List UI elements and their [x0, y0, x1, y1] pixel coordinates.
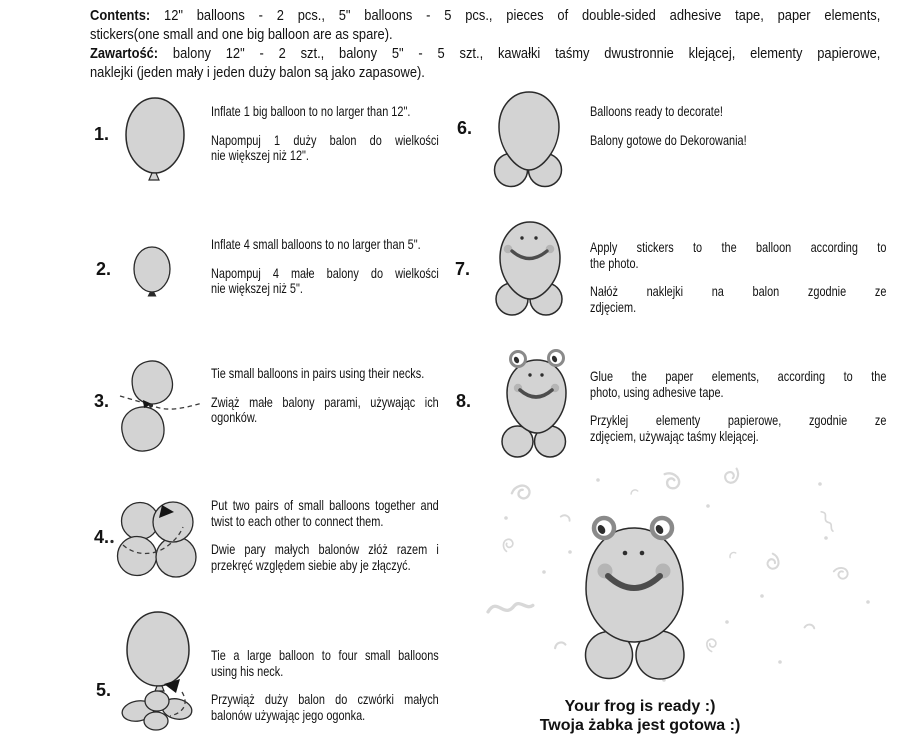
step-1-text	[211, 104, 439, 164]
frog-body	[586, 518, 685, 679]
step-8-number: 8.	[456, 391, 472, 411]
step-1-text-pl: Napompuj 1 duży balon do wielkości nie większej niż 12".	[211, 131, 439, 164]
big-balloon-icon	[123, 96, 187, 186]
step-8-text-pl: Przyklej elementy papierowe, zgodnie ze zdjęciem, używając taśmy klejącej.	[590, 412, 887, 444]
contents-label: Contents:	[90, 7, 151, 24]
step-2-text-en: Inflate 4 small balloons to no larger than 5".	[211, 236, 421, 252]
balloon-pair-tied-icon	[106, 358, 206, 454]
balloon-with-sticker-face-icon	[495, 220, 565, 317]
step-2-number: 2.	[96, 259, 112, 279]
four-balloon-cluster-icon	[110, 494, 202, 584]
big-balloon-tied-to-cluster-icon	[118, 610, 200, 734]
step-6-text	[590, 104, 886, 148]
contents-line-pl-2: naklejki (jeden mały i jeden duży balon są jako zapasowe).	[90, 64, 425, 81]
frog-right-eye	[652, 518, 672, 538]
completion-message	[485, 698, 795, 735]
step-6-text-pl: Balony gotowe do Dekorowania!	[590, 131, 747, 148]
step-2-text	[211, 237, 439, 297]
step-4-text-en: Put two pairs of small balloons together and twist to each other to connect them.	[211, 497, 439, 529]
step-4-text-pl: Dwie pary małych balonów złóż razem i przekręć względem siebie aby je złączyć.	[211, 541, 439, 573]
step-5-number: 5.	[96, 680, 112, 700]
balloon-frog-with-paper-eyes-icon	[500, 346, 568, 460]
step-8-text	[590, 369, 886, 444]
completion-message-pl: Twoja żabka jest gotowa :)	[539, 716, 741, 734]
step-4-number: 4.	[94, 527, 110, 547]
step-3-number: 3.	[94, 391, 110, 411]
contents-header	[90, 6, 880, 82]
step-3-text-en: Tie small balloons in pairs using their necks.	[211, 365, 425, 381]
step-4-text	[211, 498, 439, 573]
contents-line-pl-1: Zawartość: balony 12" - 2 szt., balony 5" - 5 szt., kawałki taśmy dwustronnie klejącej, elementy papierowe,	[90, 45, 881, 62]
step-5-text	[211, 648, 439, 723]
step-6-text-en: Balloons ready to decorate!	[590, 103, 723, 119]
step-3-text	[211, 366, 439, 426]
completion-message-en: Your frog is ready :)	[564, 698, 716, 715]
contents-line-en-2: stickers(one small and one big balloon are as spare).	[90, 26, 393, 43]
contents-line-en-1: Contents: 12" balloons - 2 pcs., 5" balloons - 5 pcs., pieces of double-sided adhesive tape, paper elements,	[90, 7, 881, 24]
assembled-balloons-icon	[491, 90, 565, 189]
step-5-text-pl: Przywiąż duży balon do czwórki małych balonów używając jego ogonka.	[211, 691, 439, 723]
frog-left-eye	[594, 518, 614, 538]
step-1-number: 1.	[94, 124, 110, 144]
zawartosc-label: Zawartość:	[90, 45, 159, 62]
step-7-text-en: Apply stickers to the balloon according to the photo.	[590, 239, 887, 271]
step-5-text-en: Tie a large balloon to four small balloons using his neck.	[211, 647, 439, 679]
step-7-text	[590, 240, 886, 315]
step-7-number: 7.	[455, 259, 471, 279]
step-3-text-pl: Zwiąż małe balony parami, używając ich ogonków.	[211, 393, 439, 426]
small-balloon-icon	[132, 245, 172, 299]
step-7-text-pl: Nałóż naklejki na balon zgodnie ze zdjęciem.	[590, 283, 887, 315]
step-8-text-en: Glue the paper elements, according to the photo, using adhesive tape.	[590, 368, 887, 400]
step-1-text-en: Inflate 1 big balloon to no larger than 12".	[211, 103, 411, 119]
step-6-number: 6.	[457, 118, 473, 138]
step-2-text-pl: Napompuj 4 małe balony do wielkości nie większej niż 5".	[211, 264, 439, 297]
finished-frog-illustration	[480, 466, 900, 698]
